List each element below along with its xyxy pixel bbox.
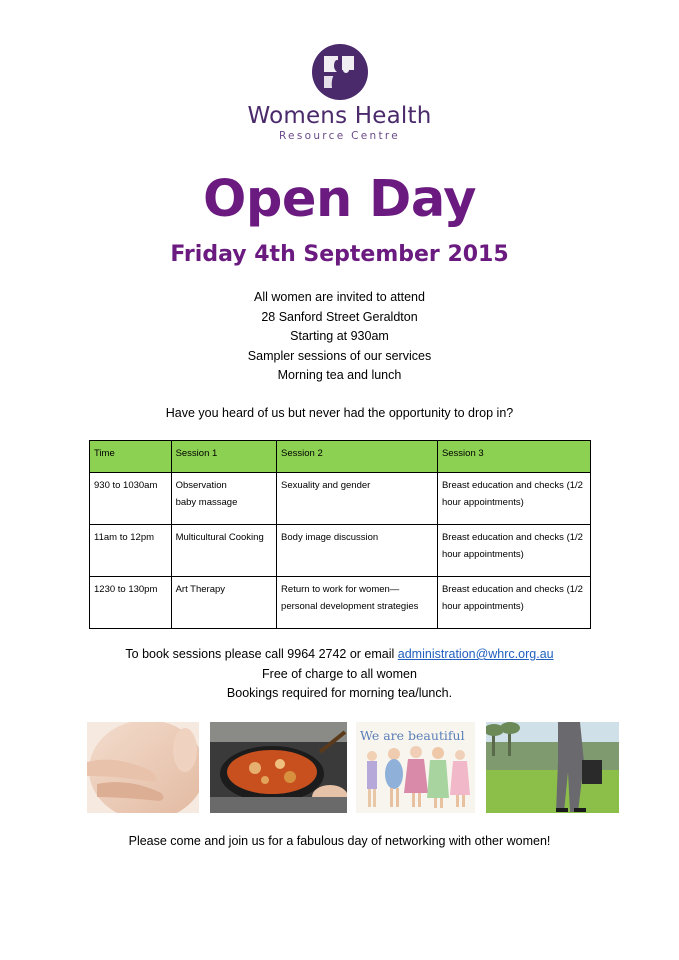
cooking-photo [210,722,347,813]
we-are-beautiful-art-photo [356,722,475,813]
art-caption: We are beautiful [360,728,465,743]
cell-time: 930 to 1030am [90,473,172,525]
puzzle-woman-logo-icon [310,42,370,102]
header-time: Time [90,441,172,473]
cell-time: 1230 to 130pm [90,577,172,629]
email-link[interactable]: administration@whrc.org.au [397,647,554,661]
event-date: Friday 4th September 2015 [170,242,509,267]
cell-session-2: Return to work for women— personal development strategies [277,577,438,629]
invite-question: Have you heard of us but never had the opportunity to drop in? [165,406,514,420]
cell-time: 11am to 12pm [90,525,172,577]
table-row [90,577,591,629]
cell-session-1: Art Therapy [171,577,276,629]
header-session-3: Session 3 [437,441,590,473]
cell-session-3: Breast education and checks (1/2 hour appointments) [437,577,590,629]
free-line: Free of charge to all women [262,666,417,681]
info-line: Morning tea and lunch [277,368,402,382]
bookings-required-line: Bookings required for morning tea/lunch. [226,686,453,700]
info-line: Sampler sessions of our services [247,348,432,363]
logo-subtitle: Resource Centre [278,130,401,142]
booking-line [0,645,679,665]
booking-text: To book sessions please call 9964 2742 or email [125,647,398,661]
header-session-1: Session 1 [171,441,276,473]
table-row [90,525,591,577]
info-line: Starting at 930am [290,329,389,343]
logo [0,42,679,143]
logo-name: Womens Health [247,103,432,129]
cell-session-3: Breast education and checks (1/2 hour appointments) [437,525,590,577]
cell-session-2: Body image discussion [277,525,438,577]
table-header-row [90,441,591,473]
cell-session-3: Breast education and checks (1/2 hour appointments) [437,473,590,525]
cell-session-1: Observation baby massage [171,473,276,525]
closing-message: Please come and join us for a fabulous day of networking with other women! [128,834,551,848]
info-line: 28 Sanford Street Geraldton [261,309,418,324]
breast-check-photo [87,722,199,813]
table-row [90,473,591,525]
cell-session-2: Sexuality and gender [277,473,438,525]
cell-session-1: Multicultural Cooking [171,525,276,577]
info-line: All women are invited to attend [254,290,425,304]
page-title: Open Day [203,170,476,229]
session-schedule-table [89,440,591,629]
header-session-2: Session 2 [277,441,438,473]
return-to-work-photo [486,722,619,813]
event-info [0,288,679,386]
booking-info [0,645,679,704]
